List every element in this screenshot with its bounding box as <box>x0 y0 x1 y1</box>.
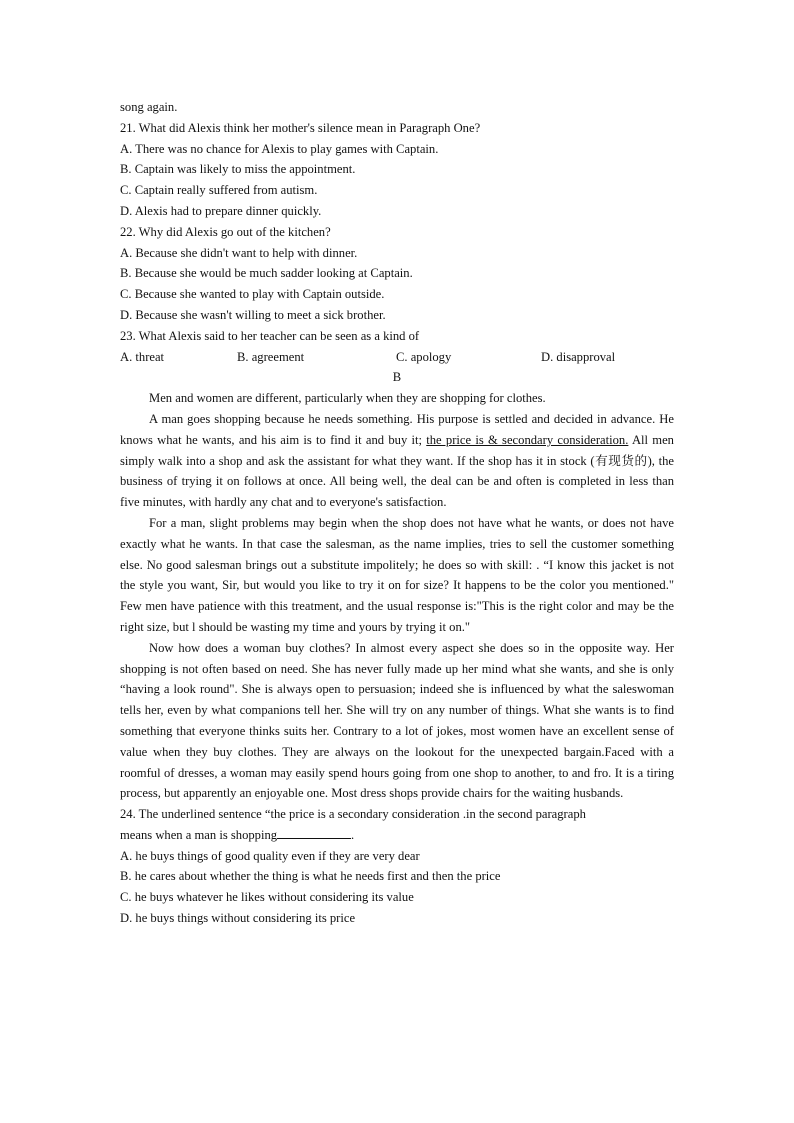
option-a: A. threat <box>120 349 165 364</box>
answer-blank <box>277 825 351 839</box>
option-b: B. he cares about whether the thing is what he needs first and then the price <box>120 869 501 884</box>
option-row <box>120 347 674 368</box>
option-d: D. he buys things without considering its price <box>120 911 356 926</box>
option-b: B. Because she would be much sadder looking at Captain. <box>120 266 413 281</box>
question-23 <box>120 326 674 368</box>
underlined-sentence: the price is & secondary consideration. <box>426 432 629 447</box>
question-stem: 22. Why did Alexis go out of the kitchen? <box>120 224 331 239</box>
option-c: C. he buys whatever he likes without considering its value <box>120 890 414 905</box>
previous-passage-tail: song again. <box>120 100 178 114</box>
question-stem-line-2: means when a man is shopping . <box>120 825 674 846</box>
option-a: A. Because she didn't want to help with dinner. <box>120 245 358 260</box>
question-24 <box>120 804 674 929</box>
question-stem-line-1: 24. The underlined sentence “the price is a secondary consideration .in the second paragraph <box>120 807 586 822</box>
document-page <box>120 97 674 929</box>
paragraph-2 <box>120 409 674 513</box>
section-heading: B <box>392 370 402 385</box>
paragraph-1: Men and women are different, particularly when they are shopping for clothes. <box>149 391 546 406</box>
option-c: C. apology <box>396 349 452 364</box>
option-a: A. he buys things of good quality even if they are very dear <box>120 848 420 863</box>
question-21 <box>120 118 674 222</box>
option-c: C. Captain really suffered from autism. <box>120 183 318 198</box>
question-stem: 21. What did Alexis think her mother's silence mean in Paragraph One? <box>120 120 481 135</box>
question-stem: 23. What Alexis said to her teacher can be seen as a kind of <box>120 328 420 343</box>
passage-b <box>120 388 674 804</box>
option-d: D. Because she wasn't willing to meet a sick brother. <box>120 307 386 322</box>
paragraph-2-text-cont: All men simply walk into a shop and ask the assistant for what they want. If the shop has it in stock (有现货的), the business of trying it on follows at once. All being well, the deal can be and often is completed in less than five minutes, with hardly any chat and to everyone's satisfaction. <box>120 432 674 510</box>
option-b: B. Captain was likely to miss the appointment. <box>120 162 356 177</box>
question-stem-text: means when a man is shopping <box>120 827 278 842</box>
question-22 <box>120 222 674 326</box>
option-a: A. There was no chance for Alexis to play games with Captain. <box>120 141 439 156</box>
option-b: B. agreement <box>237 349 305 364</box>
paragraph-2-text: A man goes shopping because he needs something. His purpose is settled and decided in advance. He knows what he wants, and his aim is to find it and buy it; <box>120 411 674 447</box>
option-d: D. Alexis had to prepare dinner quickly. <box>120 203 322 218</box>
option-c: C. Because she wanted to play with Captain outside. <box>120 287 385 302</box>
option-d: D. disapproval <box>541 349 616 364</box>
paragraph-3: For a man, slight problems may begin when the shop does not have what he wants, or does not have exactly what he wants. In that case the salesman, as the name implies, tries to sell the customer something else. No good salesman brings out a substitute impolitely; he does so with skill: . “I know this jacket is not the style you want, Sir, but would you like to try it on for size? It happens to be the color you mentioned." Few men have patience with this treatment, and the usual response is:"This is the right color and may be the right size, but l should be wasting my time and yours by trying it on." <box>120 515 674 634</box>
paragraph-4: Now how does a woman buy clothes? In almost every aspect she does so in the opposite way. Her shopping is not often based on need. She has never fully made up her mind what she wants, and she is only “having a look round". She is always open to persuasion; indeed she is influenced by what the saleswoman tells her, even by what companions tell her. She will try on any number of things. What she wants is to find something that everyone thinks suits her. Contrary to a lot of jokes, most women have an excellent sense of value when they buy clothes. They are always on the lookout for the unexpected bargain.Faced with a roomful of dresses, a woman may easily spend hours going from one shop to another, to and fro. It is a tiring process, but apparently an enjoyable one. Most dress shops provide chairs for the waiting husbands. <box>120 640 674 801</box>
